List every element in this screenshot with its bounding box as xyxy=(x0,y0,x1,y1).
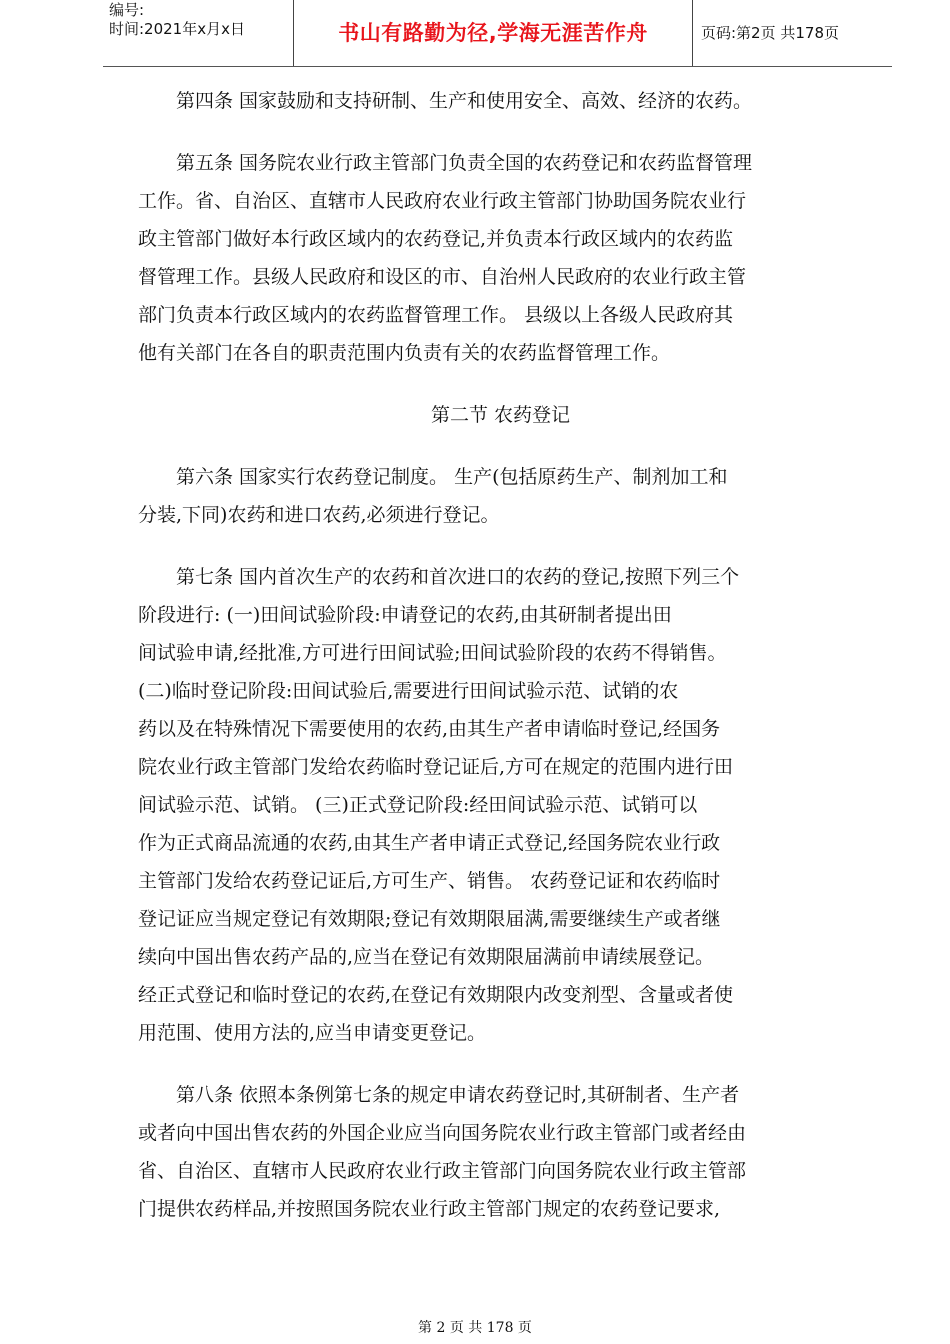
text-line: 第八条 依照本条例第七条的规定申请农药登记时,其研制者、生产者 xyxy=(176,1084,740,1106)
text-line: 药以及在特殊情况下需要使用的农药,由其生产者申请临时登记,经国务 xyxy=(138,718,721,740)
header-motto: 书山有路勤为径,学海无涯苦作舟 xyxy=(294,0,693,66)
text-line: 第七条 国内首次生产的农药和首次进口的农药的登记,按照下列三个 xyxy=(176,566,740,588)
text-line: 门提供农药样品,并按照国务院农业行政主管部门规定的农药登记要求, xyxy=(138,1198,721,1220)
text-line: 间试验示范、试销。 (三)正式登记阶段:经田间试验示范、试销可以 xyxy=(138,794,698,816)
text-line: 工作。省、自治区、直辖市人民政府农业行政主管部门协助国务院农业行 xyxy=(138,190,747,212)
time-label: 时间:2021年x月x日 xyxy=(109,20,245,38)
text-line: 或者向中国出售农药的外国企业应当向国务院农业行政主管部门或者经由 xyxy=(138,1122,747,1144)
text-line: 督管理工作。县级人民政府和设区的市、自治州人民政府的农业行政主管 xyxy=(138,266,747,288)
text-line: 作为正式商品流通的农药,由其生产者申请正式登记,经国务院农业行政 xyxy=(138,832,721,854)
text-line: 登记证应当规定登记有效期限;登记有效期限届满,需要继续生产或者继 xyxy=(138,908,721,930)
article-5 xyxy=(138,144,863,372)
text-line: 第五条 国务院农业行政主管部门负责全国的农药登记和农药监督管理 xyxy=(176,152,753,174)
page-header xyxy=(103,0,892,66)
text-line: 院农业行政主管部门发给农药临时登记证后,方可在规定的范围内进行田 xyxy=(138,756,734,778)
text-line: 第四条 国家鼓励和支持研制、生产和使用安全、高效、经济的农药。 xyxy=(176,90,753,112)
article-7 xyxy=(138,558,863,1052)
text-line: 续向中国出售农药产品的,应当在登记有效期限届满前申请续展登记。 xyxy=(138,946,715,968)
text-line: 用范围、使用方法的,应当申请变更登记。 xyxy=(138,1022,487,1044)
document-body xyxy=(138,82,863,1252)
text-line: 政主管部门做好本行政区域内的农药登记,并负责本行政区域内的农药监 xyxy=(138,228,734,250)
header-meta xyxy=(103,0,294,66)
header-page-label: 页码:第2页 共178页 xyxy=(701,24,839,42)
article-6 xyxy=(138,458,863,534)
text-line: 省、自治区、直辖市人民政府农业行政主管部门向国务院农业行政主管部 xyxy=(138,1160,747,1182)
text-line: 阶段进行: (一)田间试验阶段:申请登记的农药,由其研制者提出田 xyxy=(138,604,672,626)
text-line: 他有关部门在各自的职责范围内负责有关的农药监督管理工作。 xyxy=(138,342,671,364)
header-divider xyxy=(103,66,892,67)
text-line: 分装,下同)农药和进口农药,必须进行登记。 xyxy=(138,504,500,526)
section-title: 第二节 农药登记 xyxy=(430,404,571,426)
text-line: 第六条 国家实行农药登记制度。 生产(包括原药生产、制剂加工和 xyxy=(176,466,728,488)
text-line: 部门负责本行政区域内的农药监督管理工作。 县级以上各级人民政府其 xyxy=(138,304,734,326)
page-footer: 第 2 页 共 178 页 xyxy=(418,1320,532,1336)
article-4 xyxy=(138,82,863,120)
article-8 xyxy=(138,1076,863,1228)
text-line: 经正式登记和临时登记的农药,在登记有效期限内改变剂型、含量或者使 xyxy=(138,984,734,1006)
number-label: 编号: xyxy=(109,1,145,19)
text-line: (二)临时登记阶段:田间试验后,需要进行田间试验示范、试销的农 xyxy=(138,680,679,702)
text-line: 主管部门发给农药登记证后,方可生产、销售。 农药登记证和农药临时 xyxy=(138,870,721,892)
text-line: 间试验申请,经批准,方可进行田间试验;田间试验阶段的农药不得销售。 xyxy=(138,642,727,664)
